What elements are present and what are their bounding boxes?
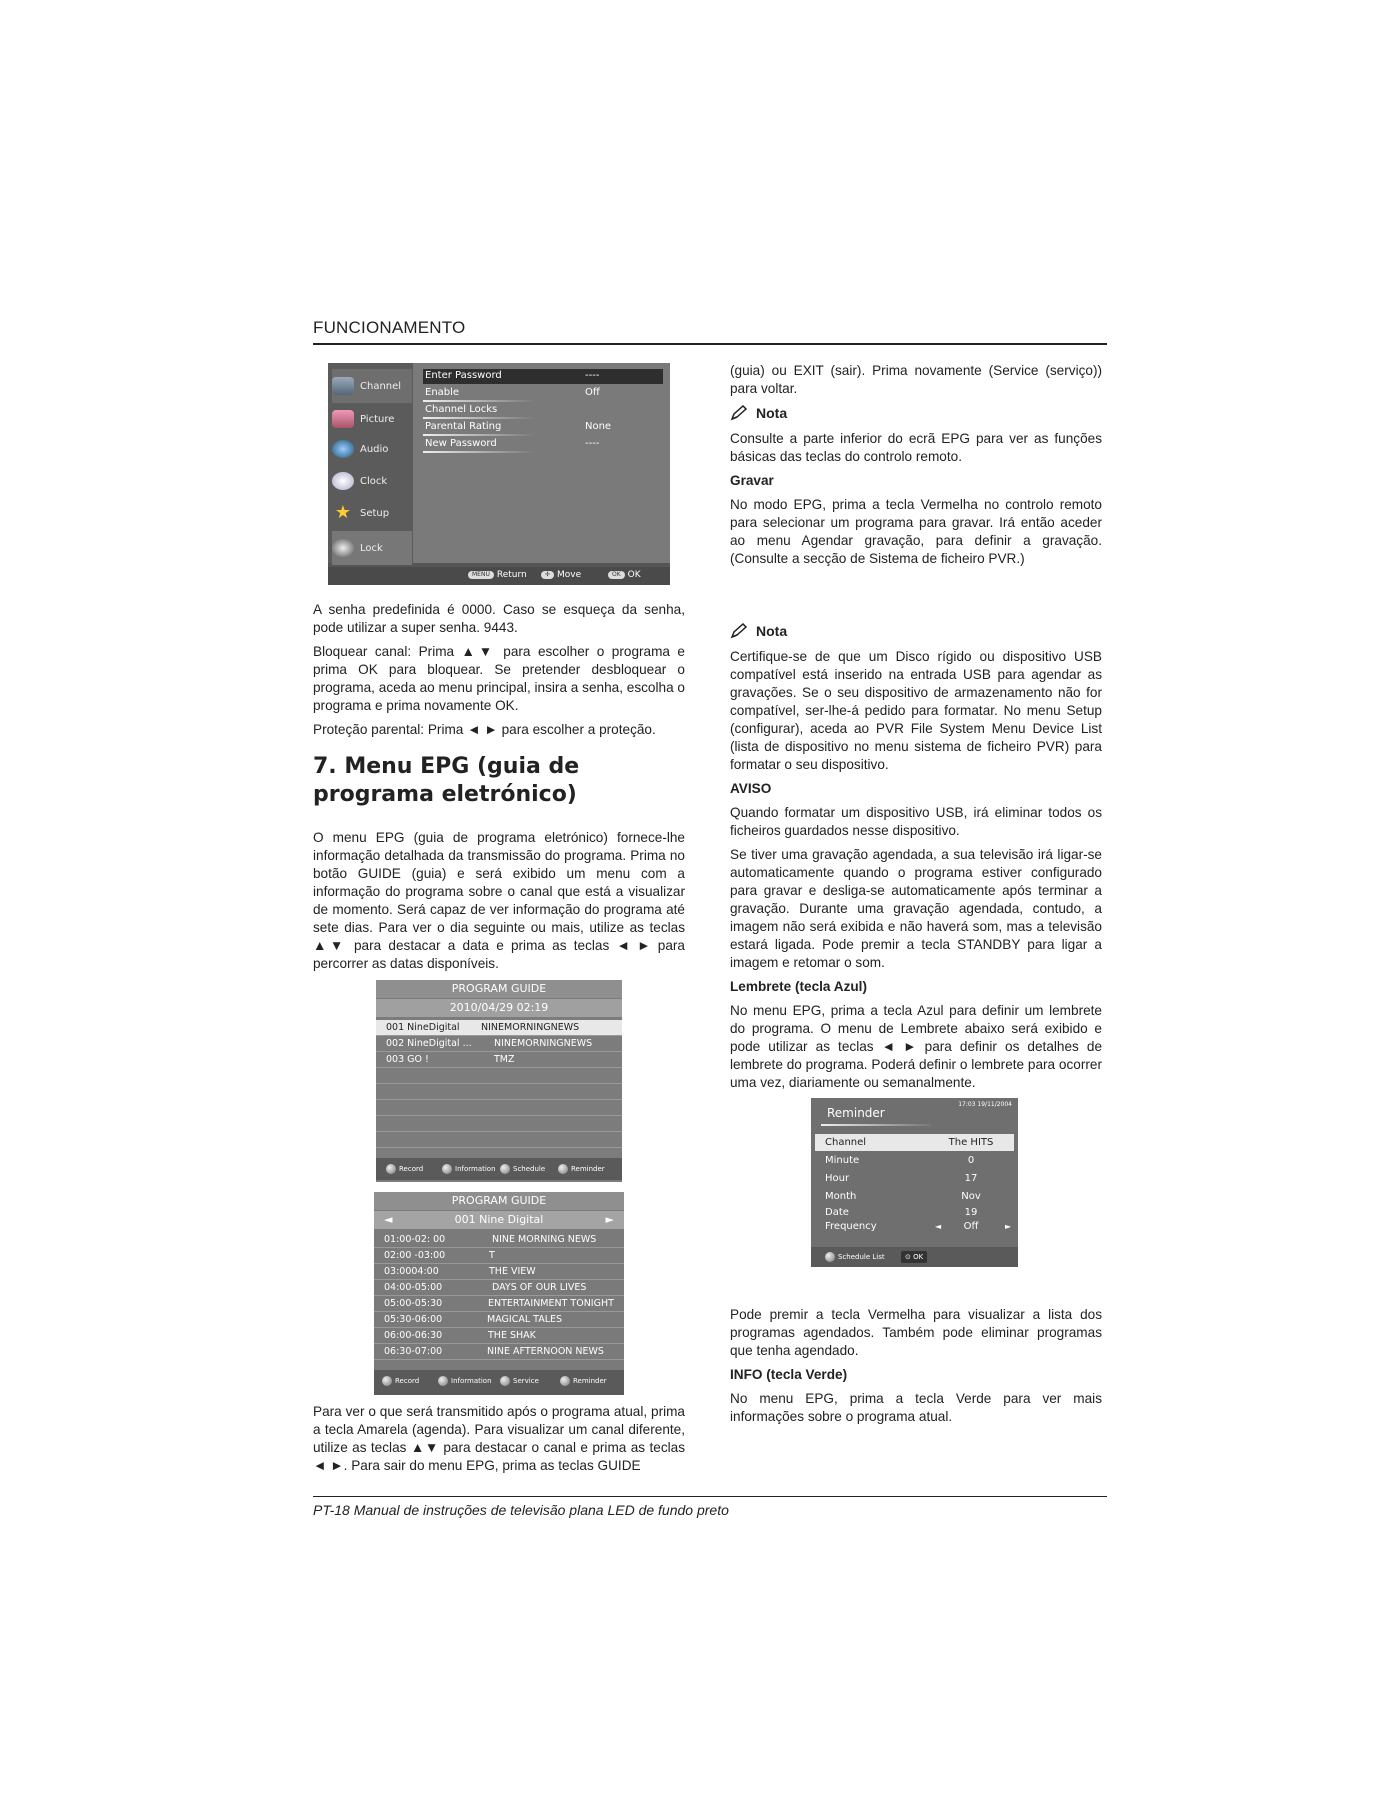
ok-hint: ⊙ OK: [901, 1251, 927, 1263]
lock-icon: [332, 539, 354, 557]
info-heading: INFO (tecla Verde): [730, 1367, 848, 1382]
guide-title: PROGRAM GUIDE: [374, 1192, 624, 1210]
sidebar-item-audio: Audio: [332, 435, 412, 463]
left-arrow-icon: ◄: [384, 1213, 393, 1226]
guide-row: 05:30-06:00 MAGICAL TALES: [374, 1312, 624, 1328]
reminder-row-month: Month Nov: [825, 1191, 981, 1202]
move-hint: ✢ Move: [541, 570, 581, 580]
reminder-text: No menu EPG, prima a tecla Azul para definir um lembrete do programa. O menu de Lembrete abaixo será exibido e pode utilizar as teclas ◄ ► para definir os detalhes de lembrete do programa. Poderá definir o lembrete para ocorrer uma vez, diariamente ou semanalmente.: [730, 1003, 1102, 1090]
reminder-heading: Lembrete (tecla Azul): [730, 979, 867, 994]
reminder-footer: [811, 1247, 1018, 1267]
guide-title: PROGRAM GUIDE: [376, 980, 622, 998]
guide-row: 03:0004:00 THE VIEW: [374, 1264, 624, 1280]
schedule-list-text: Pode premir a tecla Vermelha para visualizar a lista dos programas agendados. Também pode eliminar programas que tenha agendado.: [730, 1307, 1102, 1358]
sidebar-item-setup: ★ Setup: [332, 499, 412, 527]
record-text: No modo EPG, prima a tecla Vermelha no controlo remoto para selecionar um programa para gravar. Irá então aceder ao menu Agendar gravação, para definir a gravação. (Consulte a secção de Sistema de ficheiro PVR.): [730, 497, 1102, 566]
default-password-text: A senha predefinida é 0000. Caso se esqueça da senha, pode utilizar a super senha. 9443.: [313, 602, 685, 635]
menu-row-enter-password: Enter Password ----: [423, 369, 663, 384]
sidebar-item-picture: Picture: [332, 405, 412, 433]
reminder-title: Reminder: [827, 1106, 885, 1120]
reminder-row-frequency: Frequency ◄ Off ►: [815, 1218, 1014, 1235]
reminder-screen: [811, 1098, 1018, 1267]
reminder-row-minute: Minute 0: [825, 1155, 975, 1166]
program-guide-date-screen: [376, 980, 622, 1182]
left-column-bottom: [313, 1403, 685, 1481]
note-epg-text: Consulte a parte inferior do ecrã EPG para ver as funções básicas das teclas do controlo remoto.: [730, 431, 1102, 464]
right-arrow-icon: ►: [1005, 1222, 1012, 1231]
guide-footer: [376, 1158, 622, 1180]
return-hint: MENU Return: [468, 570, 527, 580]
guide-row-empty: [376, 1068, 622, 1084]
warning-text: Quando formatar um dispositivo USB, irá eliminar todos os ficheiros guardados nesse dispositivo.: [730, 805, 1102, 838]
sidebar-item-clock: Clock: [332, 467, 412, 495]
ok-hint: OK OK: [608, 570, 641, 580]
reminder-clock: 17:03 19/11/2004: [958, 1101, 1012, 1108]
pencil-icon: [730, 405, 748, 421]
menu-row-channel-locks: Channel Locks: [423, 403, 663, 418]
lock-channel-text: Bloquear canal: Prima ▲▼ para escolher o programa e prima OK para bloquear. Se pretender desbloquear o programa, aceda ao menu principal, insira a senha, escolha o programa e prima novamente OK.: [313, 644, 685, 713]
right-arrow-icon: ►: [605, 1213, 614, 1226]
guide-row-empty: [376, 1084, 622, 1100]
section-title: FUNCIONAMENTO: [313, 318, 466, 337]
guide-channel-selector: ◄ 001 Nine Digital ►: [374, 1211, 624, 1229]
lock-bottom-bar: [328, 567, 670, 585]
warning-heading: AVISO: [730, 781, 772, 796]
reminder-row-hour: Hour 17: [825, 1173, 978, 1184]
reminder-hint: Reminder: [560, 1370, 607, 1392]
guide-row: 01:00-02: 00 NINE MORNING NEWS: [374, 1232, 624, 1248]
service-hint: Service: [500, 1370, 539, 1392]
guide-row-empty: [376, 1132, 622, 1148]
reminder-row-date: Date 19: [825, 1207, 978, 1218]
scheduled-recording-text: Se tiver uma gravação agendada, a sua televisão irá ligar-se automaticamente quando o programa estiver configurado para gravar e desliga-se automaticamente após terminar a gravação. Durante uma gravação agendada, contudo, a imagem não será exibida e não haverá som, mas a televisão estará ligada. Pode premir a tecla STANDBY para ligar a imagem e retomar o som.: [730, 847, 1102, 970]
guide-row: 001 NineDigital NINEMORNINGNEWS: [376, 1020, 622, 1036]
menu-row-enable: Enable Off: [423, 386, 663, 401]
usb-note-text: Certifique-se de que um Disco rígido ou dispositivo USB compatível está inserido na entrada USB para agendar as gravações. Se o seu dispositivo de armazenamento não for compatível, ser-lhe-á pedido para formatar. No menu Setup (configurar), aceda ao PVR File System Menu Device List (lista de dispositivo no menu sistema de ficheiro PVR) para formatar o seu dispositivo.: [730, 649, 1102, 772]
right-column-middle: [730, 616, 1102, 1098]
guide-row: 003 GO ! TMZ: [376, 1052, 622, 1068]
record-hint: Record: [386, 1158, 423, 1180]
guide-row: 05:00-05:30 ENTERTAINMENT TONIGHT: [374, 1296, 624, 1312]
lock-menu-screen: [328, 363, 670, 585]
guide-row-empty: [376, 1100, 622, 1116]
schedule-list-hint: Schedule List: [825, 1247, 885, 1267]
record-heading: Gravar: [730, 473, 774, 488]
lock-sidebar: [328, 363, 413, 563]
reminder-row-channel: Channel The HITS: [815, 1134, 1014, 1151]
guide-row: 02:00 -03:00 T: [374, 1248, 624, 1264]
left-arrow-icon: ◄: [935, 1222, 942, 1231]
header-rule: [313, 343, 1107, 345]
information-hint: Information: [438, 1370, 492, 1392]
picture-icon: [332, 410, 354, 428]
epg-intro-text: O menu EPG (guia de programa eletrónico) fornece-lhe informação detalhada da transmissão do programa. Prima no botão GUIDE (guia) e será exibido um menu com a informação do programa sobre o canal que está a visualizar de momento. Será capaz de ver informação do programa até sete dias. Para ver o dia seguinte ou mais, utilize as teclas ▲▼ para destacar a data e prima as teclas ◄ ► para percorrer as datas disponíveis.: [313, 830, 685, 971]
clock-icon: [332, 472, 354, 490]
exit-text: (guia) ou EXIT (sair). Prima novamente (Service (serviço)) para voltar.: [730, 363, 1102, 396]
guide-row-empty: [376, 1116, 622, 1132]
note-label: Nota: [730, 404, 1102, 422]
right-column-bottom: [730, 1306, 1102, 1432]
guide-row: 002 NineDigital ... NINEMORNINGNEWS: [376, 1036, 622, 1052]
schedule-hint: Schedule: [500, 1158, 545, 1180]
info-text: No menu EPG, prima a tecla Verde para ver mais informações sobre o programa atual.: [730, 1391, 1102, 1424]
program-guide-channel-screen: [374, 1192, 624, 1395]
guide-row: 06:30-07:00 NINE AFTERNOON NEWS: [374, 1344, 624, 1360]
channel-icon: [332, 377, 354, 395]
guide-datetime: 2010/04/29 02:19: [376, 999, 622, 1017]
reminder-hint: Reminder: [558, 1158, 605, 1180]
speaker-icon: [332, 440, 354, 458]
parental-protection-text: Proteção parental: Prima ◄ ► para escolher a proteção.: [313, 722, 656, 737]
footer-rule: [313, 1496, 1107, 1497]
star-icon: ★: [334, 502, 352, 523]
menu-row-parental-rating: Parental Rating None: [423, 420, 663, 435]
information-hint: Information: [442, 1158, 496, 1180]
sidebar-item-channel: Channel: [332, 369, 412, 403]
note-label: Nota: [730, 622, 1102, 640]
epg-heading: 7. Menu EPG (guia de programa eletrónico): [313, 754, 580, 807]
lock-options: [413, 363, 670, 563]
pencil-icon: [730, 623, 748, 639]
guide-footer: [374, 1370, 624, 1395]
record-hint: Record: [382, 1370, 419, 1392]
epg-navigation-text: Para ver o que será transmitido após o programa atual, prima a tecla Amarela (agenda). Para visualizar um canal diferente, utilize as teclas ▲▼ para destacar o canal e prima as teclas ◄ ►. Para sair do menu EPG, prima as teclas GUIDE: [313, 1404, 685, 1473]
left-column: [313, 601, 685, 979]
menu-row-new-password: New Password ----: [423, 437, 663, 452]
page-footer: PT-18 Manual de instruções de televisão plana LED de fundo preto: [313, 1502, 729, 1518]
sidebar-item-lock: Lock: [332, 531, 412, 565]
guide-row: 04:00-05:00 DAYS OF OUR LIVES: [374, 1280, 624, 1296]
right-column-top: [730, 362, 1102, 574]
guide-row: 06:00-06:30 THE SHAK: [374, 1328, 624, 1344]
